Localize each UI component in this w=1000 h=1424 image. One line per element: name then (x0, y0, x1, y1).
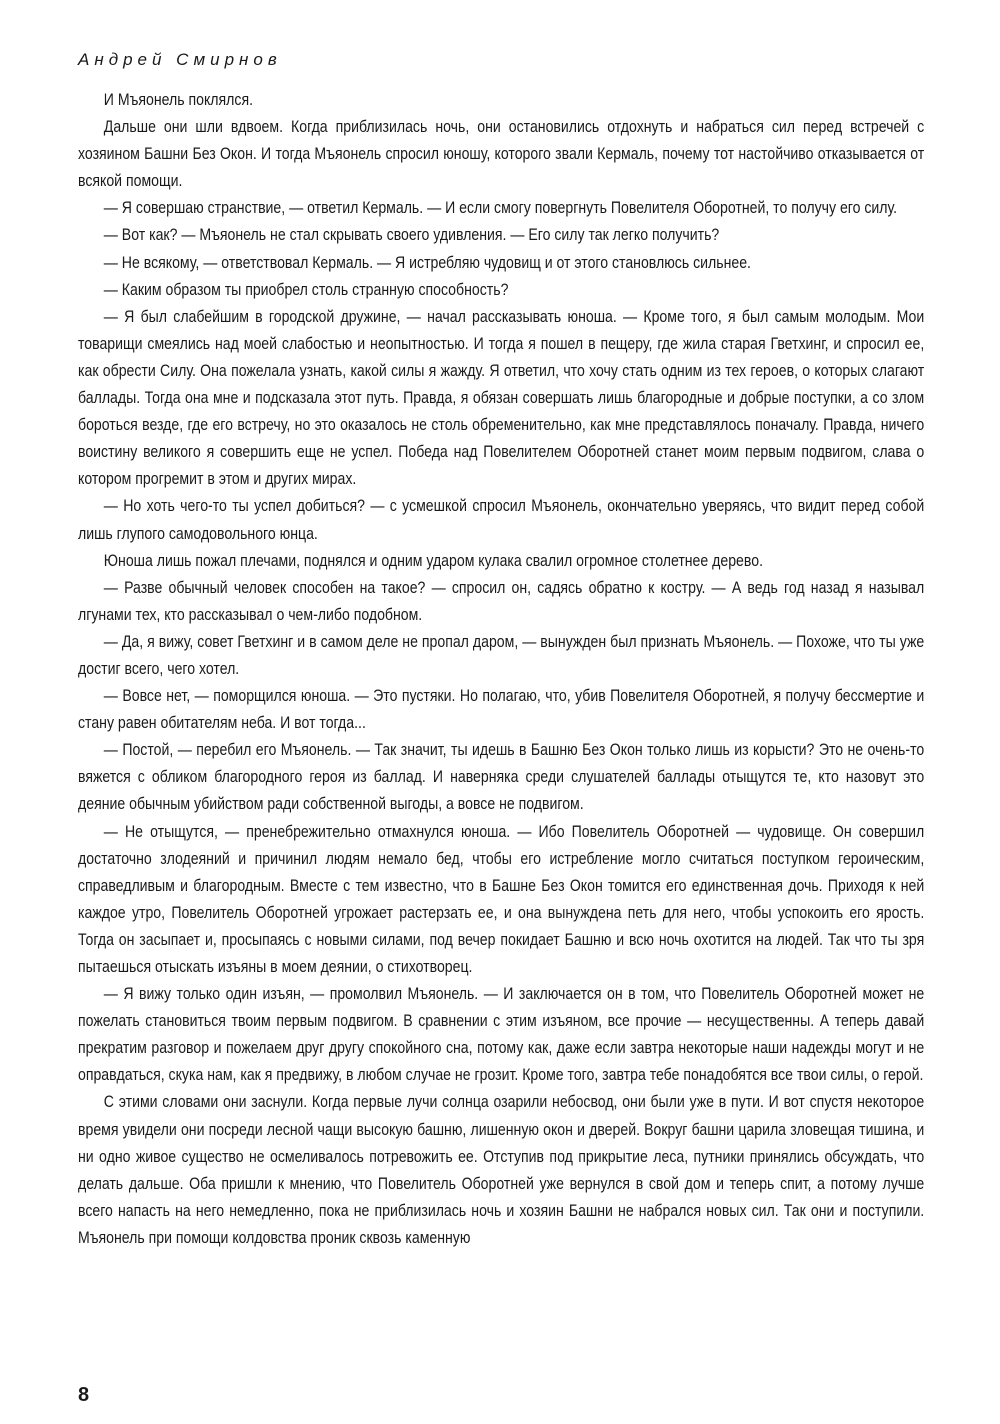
paragraph: — Разве обычный человек способен на такое? — спросил он, садясь обратно к костру. — А ведь год назад я называл лгунами тех, кто рассказывал о чем-либо подобном. (78, 578, 925, 624)
page-number: 8 (78, 1384, 90, 1406)
paragraph: — Не отыщутся, — пренебрежительно отмахнулся юноша. — Ибо Повелитель Оборотней — чудовище. Он совершил достаточно злодеяний и причинил людям немало бед, чтобы его истребление могло считаться поступком героическим, справедливым и благородным. Вместе с тем известно, что в Башне Без Окон томится его единственная дочь. Приходя к ней каждое утро, Повелитель Оборотней угрожает растерзать ее, и она вынуждена петь для него, чтобы успокоить его ярость. Тогда он засыпает и, просыпаясь с новыми силами, под вечер покидает Башню и всю ночь охотится на людей. Так что ты зря пытаешься отыскать изъяны в моем деянии, о стихотворец. (78, 822, 925, 976)
running-header-author: Андрей Смирнов (78, 50, 282, 69)
paragraph: — Да, я вижу, совет Гветхинг и в самом деле не пропал даром, — вынужден был признать Мъяонель. — Похоже, что ты уже достиг всего, чего хотел. (78, 632, 925, 678)
paragraph: Дальше они шли вдвоем. Когда приблизилась ночь, они остановились отдохнуть и набраться сил перед встречей с хозяином Башни Без Окон. И тогда Мъяонель спросил юношу, которого звали Кермаль, почему тот настойчиво отказывается от всякой помощи. (78, 118, 925, 191)
paragraph: И Мъяонель поклялся. (103, 91, 253, 109)
paragraph: — Вот как? — Мъяонель не стал скрывать своего удивления. — Его силу так легко получить? (103, 226, 720, 245)
paragraph: — Постой, — перебил его Мъяонель. — Так значит, ты идешь в Башню Без Окон только лишь из корысти? Это не очень-то вяжется с обликом благородного героя из баллад. И наверняка среди слушателей баллады отыщутся те, кто назовут это деяние обычным убийством ради собственной выгоды, а вовсе не подвигом. (78, 741, 925, 814)
body-text (78, 87, 925, 1252)
paragraph: — Вовсе нет, — поморщился юноша. — Это пустяки. Но полагаю, что, убив Повелителя Оборотней, я получу бессмертие и стану равен обитателям неба. И вот тогда... (78, 687, 925, 733)
paragraph-container (78, 87, 924, 1252)
paragraph: Юноша лишь пожал плечами, поднялся и одним ударом кулака свалил огромное столетнее дерево. (103, 551, 763, 570)
paragraph: — Я был слабейшим в городской дружине, — начал рассказывать юноша. — Кроме того, я был самым молодым. Мои товарищи смеялись над моей слабостью и неопытностью. И тогда я пошел в пещеру, где жила старая Гветхинг, и спросил ее, как обрести Силу. Она пожелала узнать, какой силы я жажду. Я ответил, что хочу стать одним из тех героев, о которых слагают баллады. Тогда она мне и подсказала этот путь. Правда, я обязан совершать лишь благородные и добрые поступки, а со злом бороться везде, где его встречу, но это оказалось не столь обременительно, как мне представлялось поначалу. Правда, ничего воистину великого я совершить еще не успел. Победа над Повелителем Оборотней станет моим первым подвигом, слава о котором прогремит в этом и других мирах. (78, 307, 925, 489)
paragraph: — Не всякому, — ответствовал Кермаль. — Я истребляю чудовищ и от этого становлюсь сильнее. (103, 253, 751, 272)
paragraph: — Но хоть чего-то ты успел добиться? — с усмешкой спросил Мъяонель, окончательно уверяясь, что видит перед собой лишь глупого самодовольного юнца. (78, 497, 925, 543)
paragraph: — Я совершаю странствие, — ответил Кермаль. — И если смогу повергнуть Повелителя Оборотней, то получу его силу. (103, 199, 898, 218)
paragraph: С этими словами они заснули. Когда первые лучи солнца озарили небосвод, они были уже в пути. И вот спустя некоторое время увидели они посреди лесной чащи высокую башню, лишенную окон и дверей. Вокруг башни царила зловещая тишина, и ни одно живое существо не осмеливалось потревожить ее. Отступив под прикрытие леса, путники принялись обсуждать, что делать дальше. Оба пришли к мнению, что Повелитель Оборотней уже вернулся в свой дом и теперь спит, а потому лучше всего напасть на него немедленно, пока не приблизилась ночь и хозяин Башни не набрался новых сил. Так они и поступили. Мъяонель при помощи колдовства проник сквозь каменную (78, 1093, 925, 1247)
paragraph: — Я вижу только один изъян, — промолвил Мъяонель. — И заключается он в том, что Повелитель Оборотней может не пожелать становиться твоим первым подвигом. В сравнении с этим изъяном, все прочие — несущественны. А теперь давай прекратим разговор и пожелаем друг другу спокойного сна, потому как, даже если завтра некоторые наши надежды могут и не оправдаться, скука нам, как я предвижу, в любом случае не грозит. Кроме того, завтра тебе понадобятся все твои силы, о герой. (78, 985, 925, 1085)
paragraph: — Каким образом ты приобрел столь странную способность? (103, 280, 509, 299)
